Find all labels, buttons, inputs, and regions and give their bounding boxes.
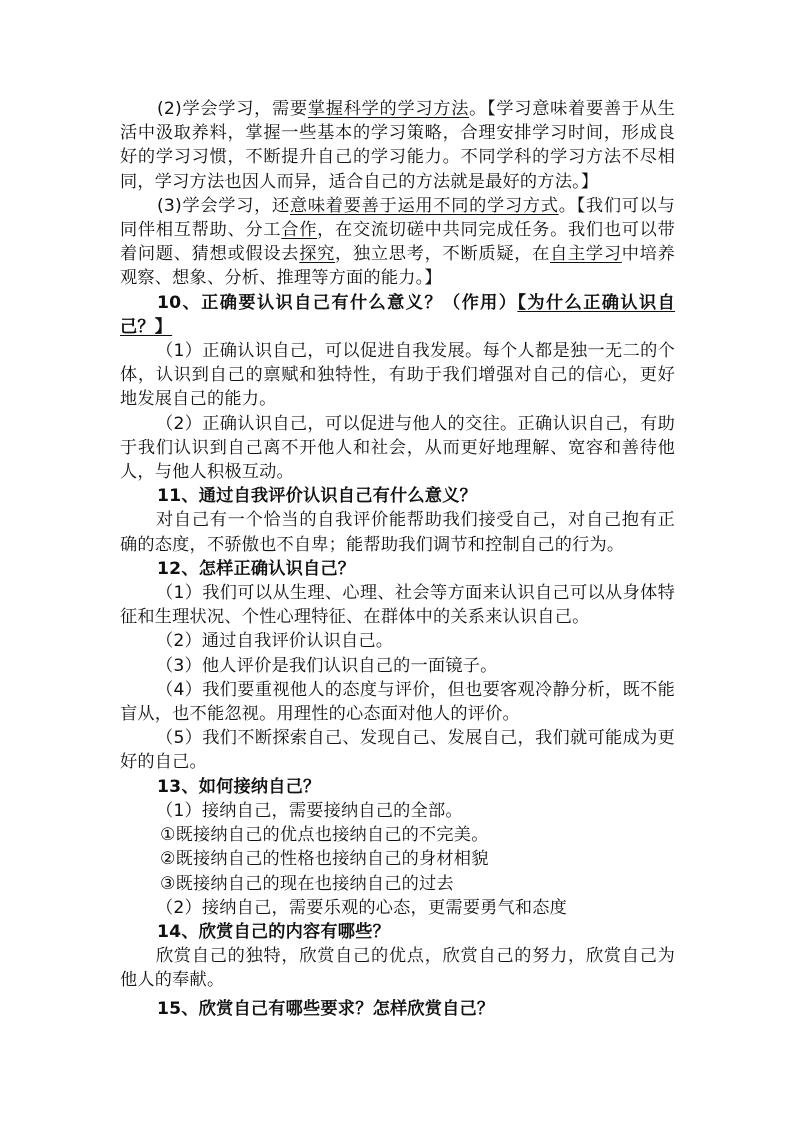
answer-paragraph: 欣赏自己的独特，欣赏自己的优点，欣赏自己的努力，欣赏自己为他人的奉献。 (120, 946, 675, 991)
answer-paragraph: （2）接纳自己，需要乐观的心态，更需要勇气和态度 (156, 897, 568, 918)
underlined-text: 自主学习 (550, 244, 622, 265)
answer-paragraph: （1）我们可以从生理、心理、社会等方面来认识自己可以从身体特征和生理状况、个性心理特征、在群体中的关系来认识自己。 (120, 583, 675, 628)
answer-list-item: ①既接纳自己的优点也接纳自己的不完美。 (160, 825, 489, 846)
question-heading-11: 11、通过自我评价认识自己有什么意义？ (157, 486, 477, 507)
underlined-text: 合作 (281, 220, 318, 241)
underlined-text: 探究 (299, 244, 336, 265)
document-page (120, 97, 675, 1021)
question-heading-13: 13、如何接纳自己？ (157, 776, 321, 797)
answer-paragraph: （2）通过自我评价认识自己。 (156, 631, 394, 652)
heading-underlined-text: 【为什么正确认识自己？】 (120, 292, 676, 337)
text: 。【学习意味着要善于从生活中汲取养料，掌握一些基本的学习策略，合理安排学习时间，形成良好的学习习惯，不断提升自己的学习能力。不同学科的学习方法不尽相同，学习方法也因人而异，适合自己的方法就是最好的方法。】 (120, 99, 675, 192)
text: ，在交流切磋中共同完成任务。我们也可以带着问题、猜想或假设去 (120, 220, 675, 265)
text: (2)学会学习，需要 (157, 99, 308, 119)
answer-paragraph: （1）接纳自己，需要接纳自己的全部。 (156, 800, 463, 821)
text: 中培养观察、想象、分析、推理等方面的能力。】 (120, 244, 675, 289)
paragraph-learning-style (120, 194, 675, 291)
question-heading-14: 14、欣赏自己的内容有哪些？ (157, 921, 390, 942)
answer-paragraph: （1）正确认识自己，可以促进自我发展。每个人都是独一无二的个体，认识到自己的禀赋和独特性，有助于我们增强对自己的信心，更好地发展自己的能力。 (120, 341, 675, 410)
text: ，独立思考，不断质疑，在 (335, 244, 551, 265)
answer-paragraph: （3）他人评价是我们认识自己的一面镜子。 (156, 655, 498, 676)
answer-paragraph: （2）正确认识自己，可以促进与他人的交往。正确认识自己，有助于我们认识到自己离不开他人和社会，从而更好地理解、宽容和善待他人，与他人积极互动。 (120, 413, 675, 483)
question-heading-15: 15、欣赏自己有哪些要求？怎样欣赏自己？ (157, 998, 495, 1019)
answer-paragraph: 对自己有一个恰当的自我评价能帮助我们接受自己，对自己抱有正确的态度，不骄傲也不自卑；能帮助我们调节和控制自己的行为。 (120, 510, 675, 555)
heading-text: 10、正确要认识自己有什么意义？（作用） (157, 292, 518, 313)
underlined-text: 掌握科学的学习方法 (307, 99, 470, 119)
question-heading-10 (120, 291, 675, 339)
text: (3)学会学习，还 (157, 195, 290, 216)
underlined-text: 意味着要善于运用不同的学习方式 (289, 195, 559, 216)
answer-paragraph: （5）我们不断探索自己、发现自己、发展自己，我们就可能成为更好的自己。 (120, 728, 675, 773)
text: 。【我们可以与同伴相互帮助、分工 (120, 195, 675, 241)
question-heading-12: 12、怎样正确认识自己？ (157, 558, 356, 579)
answer-paragraph: （4）我们要重视他人的态度与评价，但也要客观冷静分析，既不能盲从，也不能忽视。用理性的心态面对他人的评价。 (120, 679, 675, 725)
paragraph-learning-method (120, 97, 675, 194)
answer-list-item: ③既接纳自己的现在也接纳自己的过去 (160, 873, 454, 894)
answer-list-item: ②既接纳自己的性格也接纳自己的身材相貌 (160, 849, 489, 870)
